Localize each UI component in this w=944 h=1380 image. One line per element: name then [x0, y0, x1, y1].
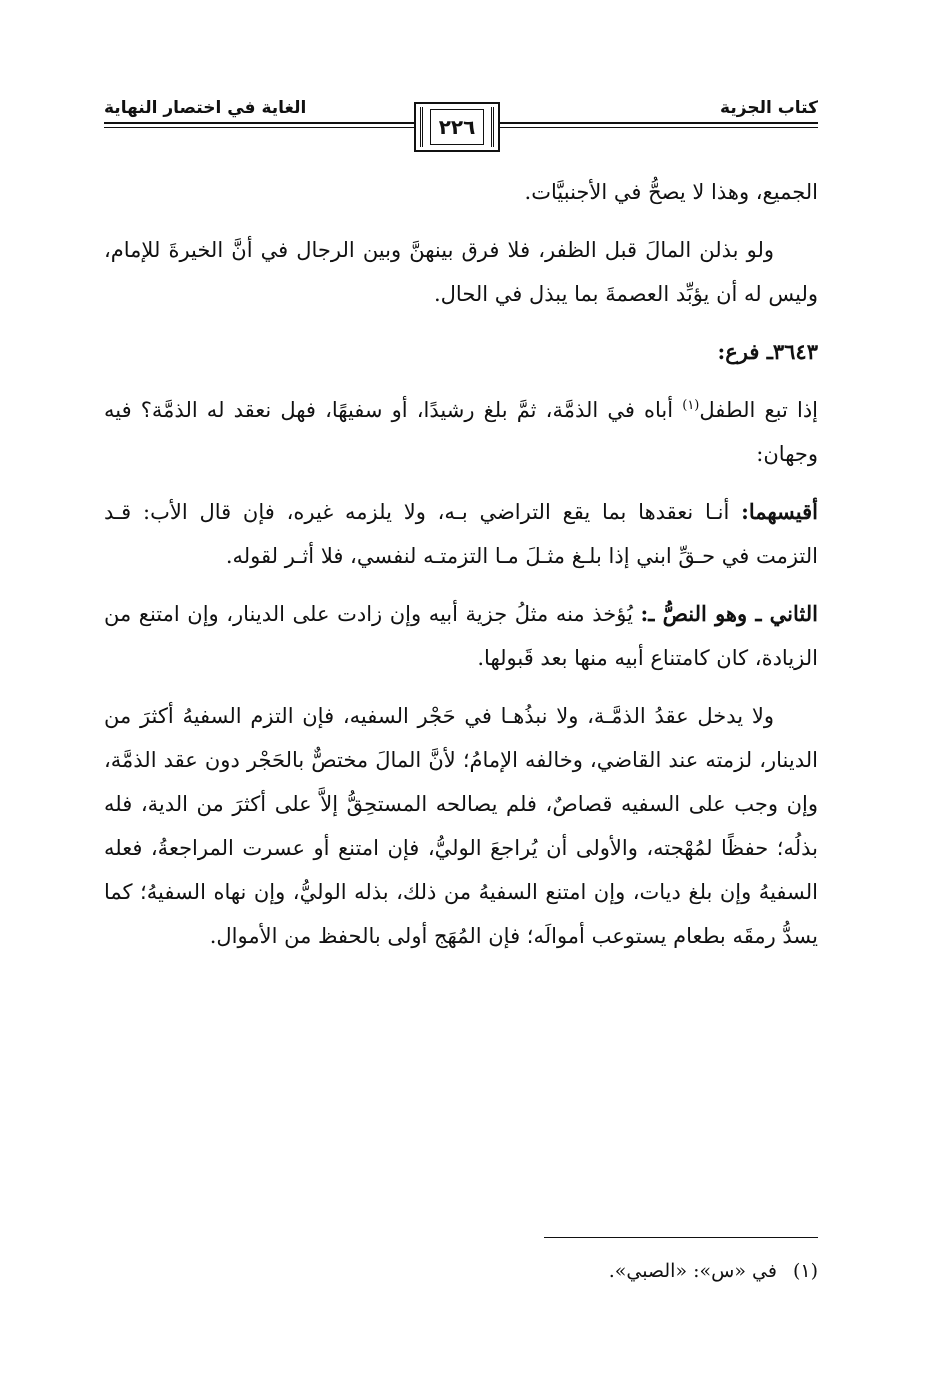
footnote-divider [544, 1237, 818, 1238]
paragraph-text: أباه في الذمَّة، ثمَّ بلغ رشيدًا، أو سفيهًا، فهل نعقد له الذمَّة؟ فيه وجهان: [104, 398, 818, 466]
paragraph-text: أنـا نعقدها بما يقع التراضي بـه، ولا يلزمه غيره، فإن قال الأب: قـد التزمت في حـقِّ ابني إذا بلـغ مثـلَ مـا التزمتـه لنفسي، فلا أثـر لقوله. [104, 500, 818, 568]
paragraph-text: يُؤخذ منه مثلُ جزية أبيه وإن زادت على الدينار، وإن امتنع من الزيادة، كان كامتناع أبيه منها بعد قَبولها. [104, 602, 818, 670]
footnote [609, 1256, 818, 1286]
paragraph: ولو بذلن المالَ قبل الظفر، فلا فرق بينهنَّ وبين الرجال في أنَّ الخيرةَ للإمام، وليس له أن يؤبِّد العصمةَ بما يبذل في الحال. [104, 238, 818, 306]
footnote-number: (١) [792, 1260, 818, 1282]
paragraph: ولا يدخل عقدُ الذمَّـة، ولا نبذُهـا في حَجْر السفيه، فإن التزم السفيهُ أكثرَ من الدينار، لزمته عند القاضي، وخالفه الإمامُ؛ لأنَّ المالَ مختصٌّ بالحَجْر دون عقد الذمَّة، وإن وجب على السفيه قصاصٌ، فلم يصالحه المستحِقُّ إلاَّ على أكثرَ من الدية، فله بذلُه؛ حفظًا لمُهْجته، والأولى أن يُراجعَ الوليُّ، فإن امتنع أو عسرت المراجعةُ، فعله السفيهُ وإن بلغ ديات، وإن امتنع السفيهُ من ذلك، بذله الوليُّ، وإن نهاه السفيهُ؛ كما يسدُّ رمقَه بطعام يستوعب أموالَه؛ فإن المُهَج أولى بالحفظ من الأموال. [104, 704, 818, 948]
page-number: ٢٢٦ [430, 109, 484, 145]
paragraph [104, 388, 818, 476]
main-text [104, 170, 818, 972]
page-header [104, 96, 818, 156]
footnote-text: في «س»: «الصبي». [608, 1260, 777, 1282]
footnote-reference: (١) [682, 398, 700, 413]
paragraph [104, 490, 818, 578]
book-title: كتاب الجزية [714, 96, 818, 120]
section-heading: ٣٦٤٣ـ فرع: [717, 339, 818, 364]
page-number-frame [414, 102, 500, 152]
paragraph-text: إذا تبع الطفل [699, 398, 819, 422]
work-title: الغاية في اختصار النهاية [104, 96, 312, 120]
paragraph-lead: أقيسهما: [741, 499, 818, 524]
paragraph-lead: الثاني ـ وهو النصُّ ـ: [640, 601, 818, 626]
paragraph: الجميع، وهذا لا يصحُّ في الأجنبيَّات. [524, 180, 818, 204]
paragraph [104, 592, 818, 680]
